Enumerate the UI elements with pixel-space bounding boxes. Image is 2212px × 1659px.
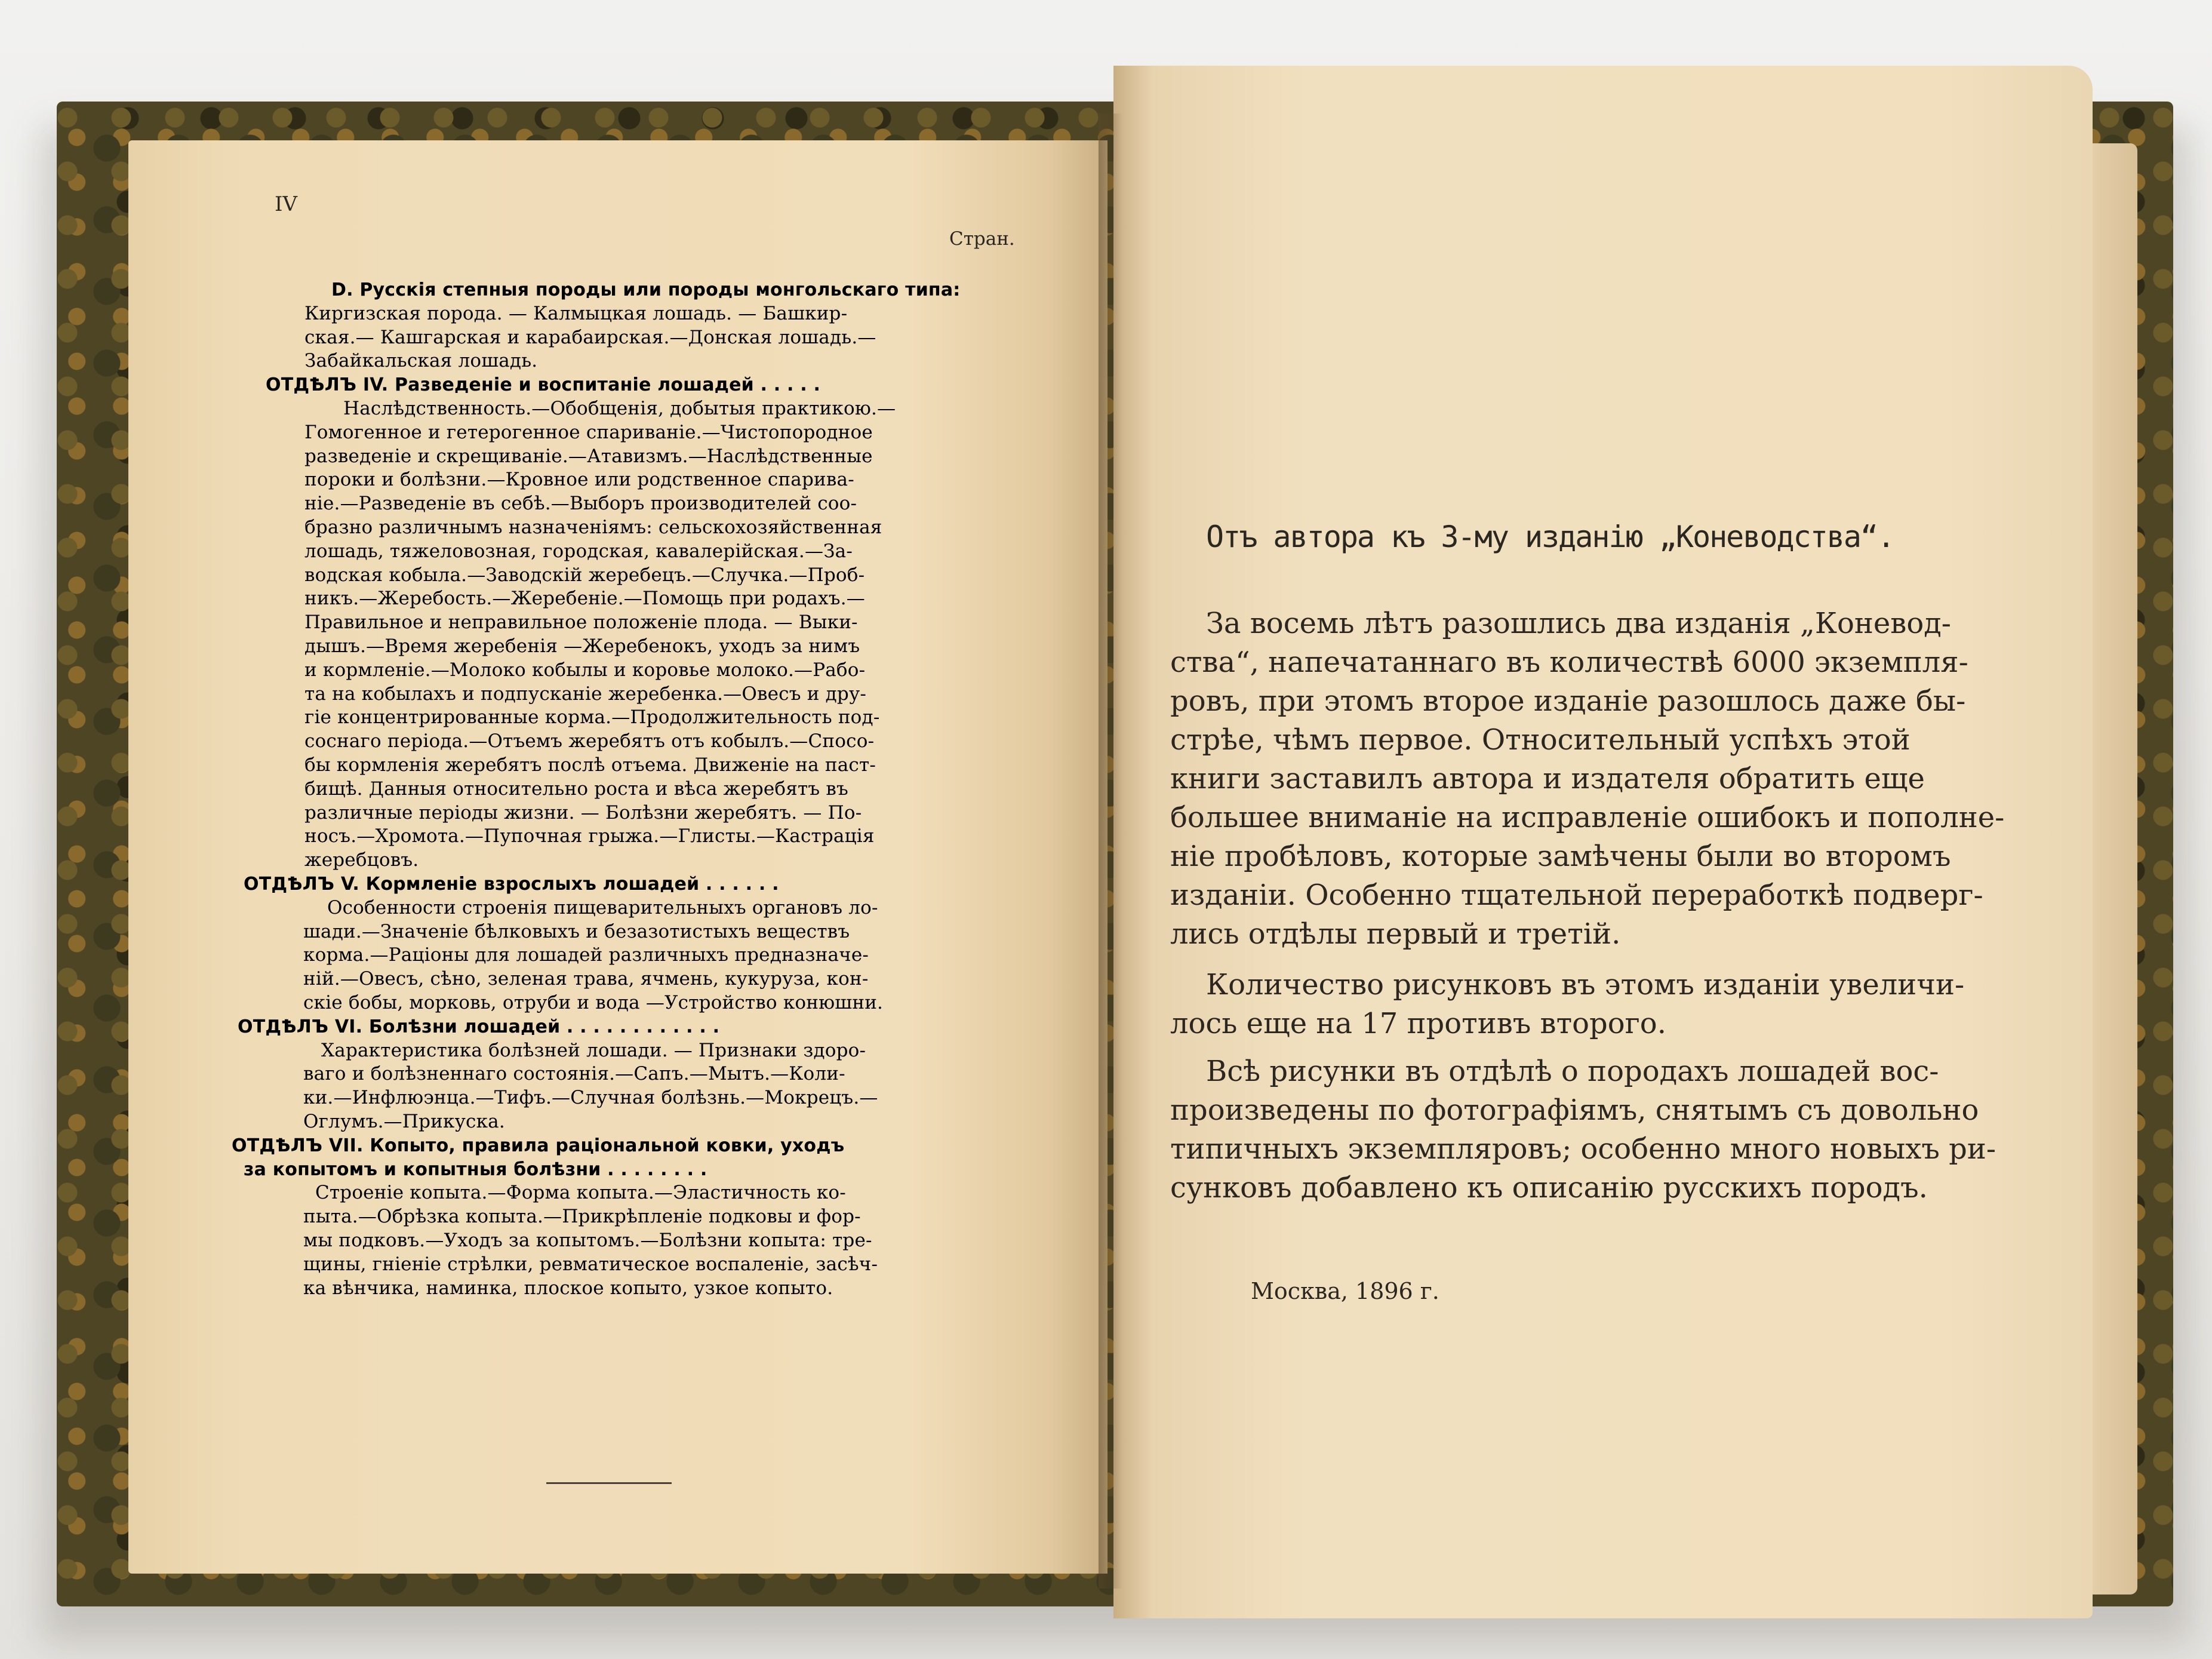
toc-line: ка вѣнчика, наминка, плоское копыто, узкое копыто. <box>303 1277 833 1299</box>
toc-line: разведеніе и скрещиваніе.—Атавизмъ.—Наслѣдственные <box>304 445 873 467</box>
page-number: IV <box>275 192 297 216</box>
preface-line: книги заставилъ автора и издателя обратить еще <box>1170 762 1925 795</box>
toc-section-heading: ОТДѢЛЪ IV. Разведеніе и воспитаніе лошадей . . . . . <box>266 374 821 396</box>
toc-line: ваго и болѣзненнаго состоянія.—Сапъ.—Мытъ.—Коли- <box>303 1063 845 1085</box>
toc-line: скіе бобы, морковь, отруби и вода —Устройство конюшни. <box>303 992 884 1013</box>
preface-title: Отъ автора къ 3-му изданію „Коневодства“. <box>1206 520 1894 554</box>
toc-section-heading: ОТДѢЛЪ VII. Копыто, правила раціональной ковки, уходъ <box>232 1135 845 1156</box>
preface-signature: Москва, 1896 г. <box>1251 1278 1439 1304</box>
column-header: Стран. <box>949 228 1015 250</box>
toc-line: Правильное и неправильное положеніе плода. — Выки- <box>304 612 858 634</box>
toc-line: бразно различнымъ назначеніямъ: сельскохозяйственная <box>304 517 882 538</box>
toc-line: Киргизская порода. — Калмыцкая лошадь. — Башкир- <box>304 302 848 324</box>
toc-line: и кормленіе.—Молоко кобылы и коровье молоко.—Рабо- <box>304 659 866 681</box>
preface-line: лись отдѣлы первый и третій. <box>1170 917 1621 951</box>
toc-line: щины, гніеніе стрѣлки, ревматическое воспаленіе, засѣч- <box>303 1253 878 1275</box>
preface-line: лось еще на 17 противъ второго. <box>1170 1007 1666 1040</box>
left-page <box>128 140 1107 1574</box>
toc-line: Наслѣдственность.—Обобщенія, добытыя практикою.— <box>343 398 896 419</box>
preface-line: За восемь лѣтъ разошлись два изданія „Коневод- <box>1206 607 1951 640</box>
preface-line: Всѣ рисунки въ отдѣлѣ о породахъ лошадей вос- <box>1206 1055 1939 1088</box>
toc-line: Строеніе копыта.—Форма копыта.—Эластичность ко- <box>315 1182 846 1204</box>
toc-line: водская кобыла.—Заводскій жеребецъ.—Случка.—Проб- <box>304 564 865 586</box>
toc-line: бы кормленія жеребятъ послѣ отъема. Движеніе на паст- <box>304 754 876 776</box>
toc-line: та на кобылахъ и подпусканіе жеребенка.—Овесъ и дру- <box>304 683 867 705</box>
toc-line: гіе концентрированные корма.—Продолжительность под- <box>304 706 880 729</box>
toc-line: пыта.—Обрѣзка копыта.—Прикрѣпленіе подковы и фор- <box>303 1206 861 1228</box>
toc-line: жеребцовъ. <box>304 849 419 871</box>
toc-line: Оглумъ.—Прикуска. <box>303 1111 505 1132</box>
toc-line: Особенности строенія пищеварительныхъ органовъ ло- <box>327 896 878 918</box>
toc-line: мы подковъ.—Уходъ за копытомъ.—Болѣзни копыта: тре- <box>303 1230 872 1251</box>
preface-line: ства“, напечатаннаго въ количествѣ 6000 экземпля- <box>1170 646 1968 679</box>
toc-line: лошадь, тяжеловозная, городская, кавалерійская.—За- <box>304 540 853 562</box>
toc-line: пороки и болѣзни.—Кровное или родственное спарива- <box>304 469 854 491</box>
preface-line: изданіи. Особенно тщательной переработкѣ подверг- <box>1170 878 1983 912</box>
toc-line: различные періоды жизни. — Болѣзни жеребятъ. — По- <box>304 801 862 824</box>
preface-line: сунковъ добавлено къ описанію русскихъ породъ. <box>1170 1171 1928 1205</box>
preface-line: большее вниманіе на исправленіе ошибокъ и пополне- <box>1170 801 2005 834</box>
toc-line: бищѣ. Данныя относительно роста и вѣса жеребятъ въ <box>304 778 848 800</box>
book-gutter <box>1099 113 1122 1589</box>
toc-line: Характеристика болѣзней лошади. — Признаки здоро- <box>321 1039 866 1061</box>
toc-section-heading: ОТДѢЛЪ VI. Болѣзни лошадей . . . . . . . . . . . . <box>238 1016 720 1037</box>
toc-line: дышъ.—Время жеребенія —Жеребенокъ, уходъ за нимъ <box>304 635 860 657</box>
toc-line: никъ.—Жеребость.—Жеребеніе.—Помощь при родахъ.— <box>304 588 865 610</box>
toc-section-heading: за копытомъ и копытныя болѣзни . . . . . . . . <box>244 1159 707 1180</box>
end-rule <box>546 1482 672 1484</box>
toc-line: ній.—Овесъ, сѣно, зеленая трава, ячмень, кукуруза, кон- <box>303 968 869 990</box>
toc-line: Забайкальская лошадь. <box>304 350 538 372</box>
toc-line: ніе.—Разведеніе въ себѣ.—Выборъ производителей соо- <box>304 493 857 515</box>
toc-section-heading: ОТДѢЛЪ V. Кормленіе взрослыхъ лошадей . . . . . . <box>244 874 779 895</box>
toc-line: шади.—Значеніе бѣлковыхъ и безазотистыхъ веществъ <box>303 920 850 942</box>
toc-section-heading: D. Русскія степныя породы или породы монгольскаго типа: <box>331 279 961 300</box>
preface-line: произведены по фотографіямъ, снятымъ съ довольно <box>1170 1093 1979 1127</box>
toc-line: корма.—Раціоны для лошадей различныхъ предназначе- <box>303 944 869 966</box>
toc-line: носъ.—Хромота.—Пупочная грыжа.—Глисты.—Кастрація <box>304 825 875 847</box>
toc-line: Гомогенное и гетерогенное спариваніе.—Чистопородное <box>304 421 873 443</box>
toc-line: ки.—Инфлюэнца.—Тифъ.—Случная болѣзнь.—Мокрецъ.— <box>303 1087 878 1109</box>
toc-line: ская.— Кашгарская и карабаирская.—Донская лошадь.— <box>304 326 876 348</box>
toc-line: соснаго періода.—Отъемъ жеребятъ отъ кобылъ.—Спосо- <box>304 730 875 752</box>
preface-line: ніе пробѣловъ, которые замѣчены были во второмъ <box>1170 840 1951 873</box>
preface-line: ровъ, при этомъ второе изданіе разошлось даже бы- <box>1170 684 1966 718</box>
preface-line: Количество рисунковъ въ этомъ изданіи увеличи- <box>1206 968 1965 1001</box>
preface-line: типичныхъ экземпляровъ; особенно много новыхъ ри- <box>1170 1132 1996 1166</box>
preface-line: стрѣе, чѣмъ первое. Относительный успѣхъ этой <box>1170 723 1910 757</box>
